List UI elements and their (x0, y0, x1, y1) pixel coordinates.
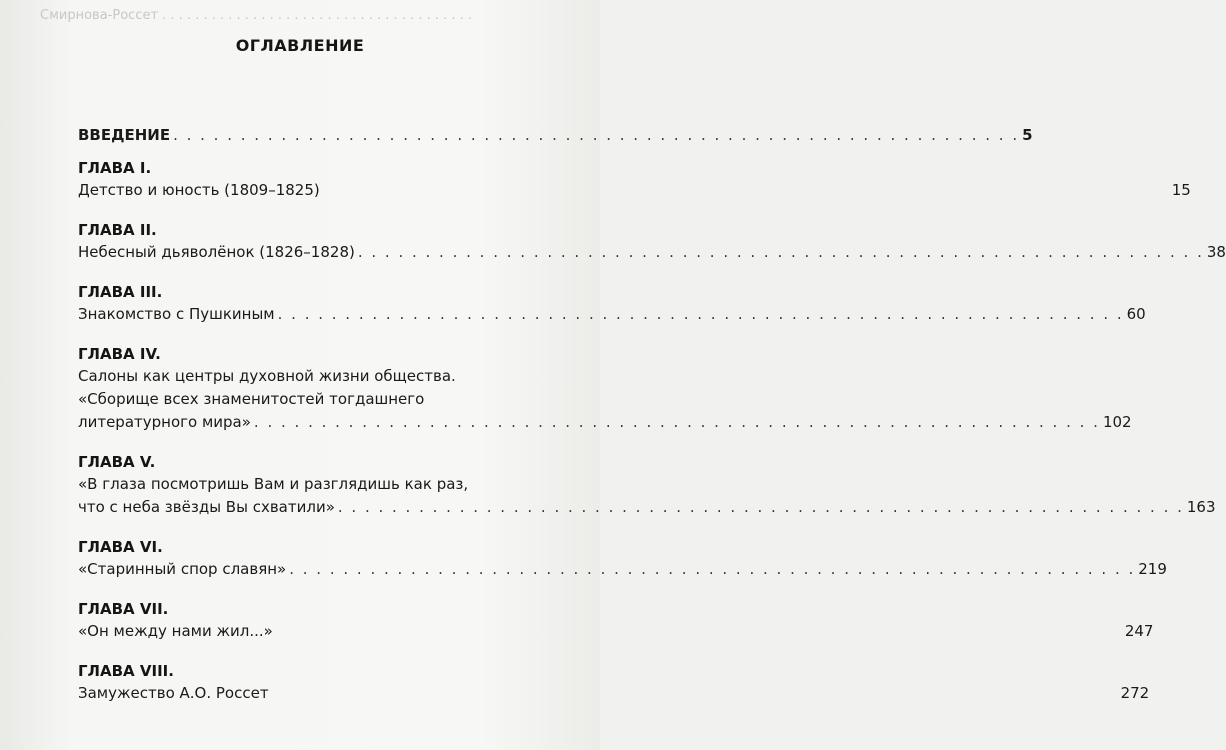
toc-entry-chapter-6 (78, 536, 1167, 581)
toc-entry-chapter-8 (78, 660, 1150, 705)
leader-dots: . . . . . . . . . . . . . . . . . . . . . . . . . . . . . . . . . . . . . . . . . . . . . . . . . . . . . . . . . . . . . . . (277, 305, 1124, 323)
entry-title-line: «Сборище всех знаменитостей тогдашнего (78, 390, 425, 408)
entry-title-line: что с неба звёзды Вы схватили» (78, 498, 335, 516)
toc-entry-chapter-7 (78, 598, 1154, 643)
toc-entry-chapter-4 (78, 343, 1132, 434)
page-number: 102 (1102, 413, 1132, 431)
entry-title: ВВЕДЕНИЕ (78, 126, 171, 144)
toc-entry-chapter-2 (78, 219, 1226, 264)
entry-title-line: Салоны как центры духовной жизни общества. (78, 367, 456, 385)
toc-entry-chapter-3 (78, 281, 1146, 326)
page-number: 247 (1124, 622, 1154, 640)
table-of-contents (78, 124, 1226, 705)
entry-title: Замужество А.О. Россет (78, 684, 269, 702)
page-number: 38 (1206, 243, 1226, 261)
leader-dots: . . . . . . . . . . . . . . . . . . . . . . . . . . . . . . . . . . . . . . . . . . . . . . . . . . . . . . . . . . . . . . . (357, 243, 1204, 261)
toc-entry-chapter-1 (78, 157, 1191, 202)
bleed-through-text: Смирнова-Россет . . . . . . . . . . . . . . . . . . . . . . . . . . . . . . . . . . . . . . (40, 8, 473, 23)
entry-title: Знакомство с Пушкиным (78, 305, 275, 323)
entry-title: Небесный дьяволёнок (1826–1828) (78, 243, 355, 261)
chapter-heading: ГЛАВА II. (78, 221, 157, 239)
chapter-heading: ГЛАВА III. (78, 283, 163, 301)
entry-title-line: литературного мира» (78, 413, 251, 431)
chapter-heading: ГЛАВА VII. (78, 600, 169, 618)
leader-dots: . . . . . . . . . . . . . . . . . . . . . . . . . . . . . . . . . . . . . . . . . . . . . . . . . . . . . . . . . . . . . . . (253, 413, 1100, 431)
entry-title-line: «В глаза посмотришь Вам и разглядишь как раз, (78, 475, 469, 493)
leader-dots: . . . . . . . . . . . . . . . . . . . . . . . . . . . . . . . . . . . . . . . . . . . . . . . . . . . . . . . . . . . . . . . (173, 126, 1020, 144)
entry-title: «Старинный спор славян» (78, 560, 287, 578)
chapter-heading: ГЛАВА I. (78, 159, 152, 177)
chapter-heading: ГЛАВА VIII. (78, 662, 174, 680)
page-number: 60 (1126, 305, 1146, 323)
page-number: 219 (1138, 560, 1167, 578)
page-number: 272 (1120, 684, 1150, 702)
chapter-heading: ГЛАВА IV. (78, 345, 161, 363)
entry-title: Детство и юность (1809–1825) (78, 181, 320, 199)
page-title: ОГЛАВЛЕНИЕ (235, 36, 365, 55)
chapter-heading: ГЛАВА VI. (78, 538, 163, 556)
chapter-heading: ГЛАВА V. (78, 453, 156, 471)
page-number: 5 (1022, 126, 1033, 144)
page-number: 15 (1171, 181, 1191, 199)
toc-entry-chapter-5 (78, 451, 1216, 519)
page-number: 163 (1186, 498, 1216, 516)
toc-entry-intro (78, 124, 1033, 147)
leader-dots: . . . . . . . . . . . . . . . . . . . . . . . . . . . . . . . . . . . . . . . . . . . . . . . . . . . . . . . . . . . . . . . (337, 498, 1184, 516)
leader-dots: . . . . . . . . . . . . . . . . . . . . . . . . . . . . . . . . . . . . . . . . . . . . . . . . . . . . . . . . . . . . . . . (289, 560, 1136, 578)
entry-title: «Он между нами жил...» (78, 622, 273, 640)
